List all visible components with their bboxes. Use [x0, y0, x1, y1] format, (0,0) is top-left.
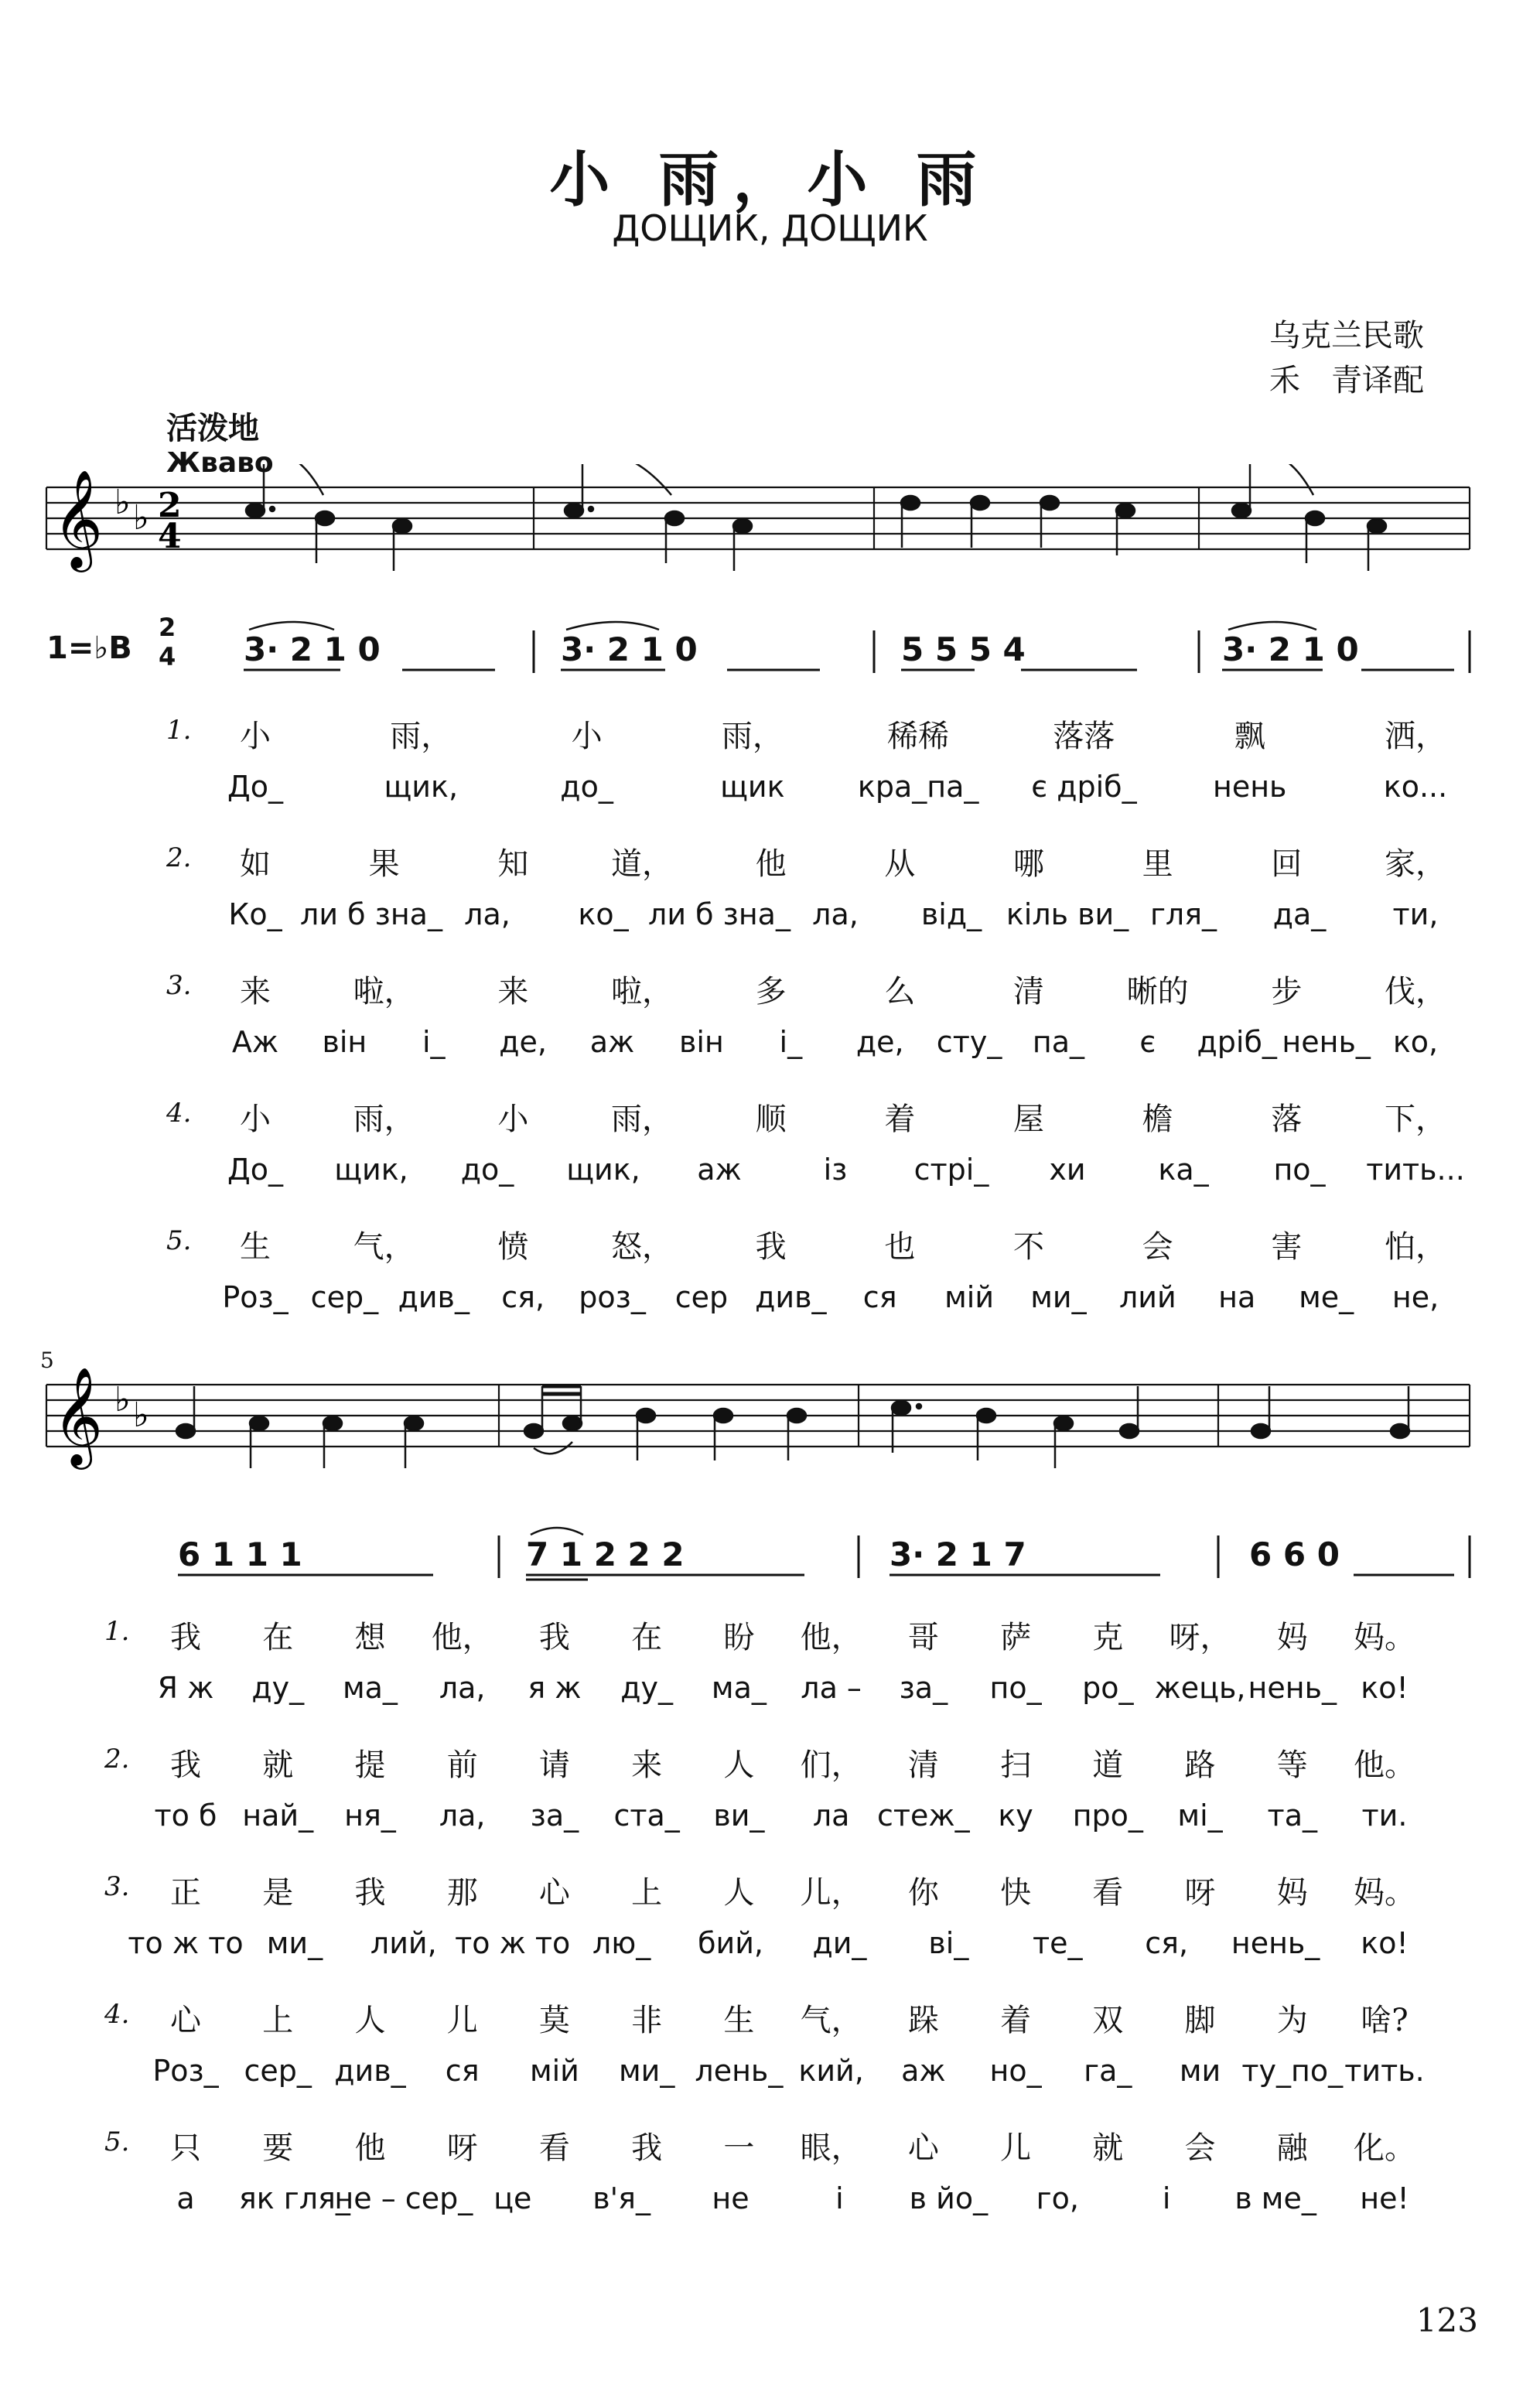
- lyric-syllable: ми_: [266, 1926, 323, 1960]
- lyric-syllable: не: [712, 2181, 750, 2215]
- lyric-syllable: кий,: [798, 2054, 864, 2088]
- lyric-syllable: 呀: [446, 2130, 478, 2166]
- lyric-syllable: 步: [1271, 974, 1303, 1009]
- lyric-syllable: мі_: [1177, 1798, 1223, 1833]
- verse-number: 2.: [166, 842, 192, 873]
- verse-number: 3.: [104, 1871, 130, 1902]
- lyric-syllable: ко!: [1361, 1926, 1409, 1960]
- lyric-syllable: на: [1218, 1280, 1256, 1314]
- lyric-syllable: до_: [560, 770, 613, 804]
- lyric-syllable: по_: [989, 1671, 1042, 1705]
- lyric-syllable: лий,: [370, 1926, 437, 1960]
- jianpu-measure-2: 3· 2 1 0: [561, 630, 698, 668]
- lyric-syllable: да_: [1272, 897, 1327, 931]
- lyric-syllable: щик: [720, 770, 785, 804]
- jianpu-measure-5: 6 1 1 1: [178, 1535, 302, 1573]
- lyric-syllable: ми_: [1030, 1280, 1087, 1314]
- lyric-syllable: 那: [446, 1875, 478, 1911]
- lyric-syllable: Аж: [231, 1025, 279, 1059]
- lyric-syllable: 在: [262, 1620, 294, 1655]
- lyric-syllable: жець,: [1154, 1671, 1246, 1705]
- lyric-syllable: стеж_: [877, 1798, 970, 1833]
- lyric-syllable: і: [835, 2181, 844, 2215]
- lyric-syllable: ла,: [439, 1798, 486, 1833]
- page-number: 123: [1415, 2301, 1478, 2339]
- lyric-syllable: 等: [1276, 1747, 1308, 1783]
- lyric-syllable: 啦，: [353, 974, 415, 1009]
- measure-number: 5: [40, 1348, 54, 1373]
- svg-text:♭: ♭: [133, 498, 149, 538]
- lyric-syllable: 请: [538, 1747, 570, 1783]
- lyric-syllable: гля_: [1149, 897, 1217, 931]
- lyric-syllable: ро_: [1082, 1671, 1134, 1705]
- lyric-syllable: 果: [368, 846, 400, 882]
- lyric-syllable: 生: [240, 1229, 271, 1265]
- jianpu-barlines: [0, 619, 1540, 688]
- lyric-syllable: і_: [422, 1025, 446, 1059]
- jianpu-barlines-2: [0, 1524, 1540, 1594]
- lyric-syllable: но_: [989, 2054, 1042, 2088]
- lyric-syllable: нень_: [1231, 1926, 1320, 1960]
- lyric-syllable: ла: [812, 1798, 850, 1833]
- lyric-syllable: в йо_: [909, 2181, 989, 2215]
- key-signature: 1=♭B: [46, 630, 132, 666]
- lyric-syllable: 盼: [723, 1620, 755, 1655]
- lyric-syllable: 啥?: [1361, 2003, 1409, 2038]
- lyric-syllable: 哥: [907, 1620, 939, 1655]
- lyric-syllable: 在: [631, 1620, 663, 1655]
- lyric-syllable: 只: [170, 2130, 201, 2166]
- lyric-syllable: ту_по_: [1241, 2054, 1344, 2088]
- lyric-syllable: ся: [445, 2054, 480, 2088]
- lyric-syllable: 会: [1184, 2130, 1216, 2166]
- lyric-syllable: 害: [1271, 1229, 1303, 1265]
- verse-number: 5.: [166, 1225, 192, 1256]
- flat-icon: ♭: [114, 483, 131, 522]
- lyric-syllable: сер: [674, 1280, 729, 1314]
- lyric-syllable: ми_: [618, 2054, 675, 2088]
- lyric-syllable: Ко_: [228, 897, 282, 931]
- lyric-syllable: 扫: [1000, 1747, 1032, 1783]
- lyric-syllable: Роз_: [152, 2054, 219, 2088]
- lyric-syllable: до_: [460, 1153, 514, 1187]
- lyric-syllable: 正: [170, 1875, 201, 1911]
- lyric-syllable: це: [493, 2181, 532, 2215]
- lyric-syllable: 儿: [446, 2003, 478, 2038]
- lyric-syllable: 妈: [1276, 1875, 1308, 1911]
- lyric-syllable: сту_: [936, 1025, 1002, 1059]
- lyric-syllable: 提: [354, 1747, 386, 1783]
- lyric-syllable: ла,: [439, 1671, 486, 1705]
- lyric-syllable: лий: [1119, 1280, 1176, 1314]
- lyric-syllable: 道: [1092, 1747, 1124, 1783]
- lyric-syllable: До_: [227, 770, 283, 804]
- lyric-syllable: див_: [334, 2054, 406, 2088]
- lyric-syllable: ла,: [812, 897, 859, 931]
- lyric-syllable: із: [823, 1153, 848, 1187]
- lyric-syllable: 小: [571, 719, 603, 754]
- lyric-syllable: 是: [262, 1875, 294, 1911]
- jianpu-measure-3: 5 5 5 4: [901, 630, 1026, 668]
- lyric-syllable: ми: [1179, 2054, 1221, 2088]
- lyric-syllable: щик,: [384, 770, 459, 804]
- lyric-syllable: 我: [755, 1229, 787, 1265]
- lyric-syllable: 小: [497, 1102, 529, 1137]
- lyric-syllable: ся,: [501, 1280, 545, 1314]
- lyric-syllable: то ж то: [128, 1926, 244, 1960]
- time-bottom: 4: [159, 642, 176, 671]
- lyric-syllable: 着: [1000, 2003, 1032, 2038]
- lyric-syllable: 里: [1142, 846, 1173, 882]
- lyric-syllable: 雨，: [611, 1102, 673, 1137]
- lyric-syllable: кіль ви_: [1006, 897, 1129, 931]
- lyric-syllable: по_: [1273, 1153, 1326, 1187]
- lyric-syllable: ти,: [1392, 897, 1439, 931]
- lyric-syllable: та_: [1267, 1798, 1317, 1833]
- lyric-syllable: щик,: [566, 1153, 640, 1187]
- lyric-syllable: 顺: [755, 1102, 787, 1137]
- origin-credit: 乌克兰民歌: [1269, 318, 1424, 354]
- lyric-syllable: стрі_: [913, 1153, 989, 1187]
- lyric-syllable: 他，: [800, 1620, 862, 1655]
- lyric-syllable: 我: [354, 1875, 386, 1911]
- lyric-syllable: ли б зна_: [300, 897, 442, 931]
- lyric-syllable: 道，: [611, 846, 673, 882]
- lyric-syllable: 我: [170, 1747, 201, 1783]
- lyric-syllable: роз_: [579, 1280, 646, 1314]
- lyric-syllable: не!: [1360, 2181, 1409, 2215]
- lyric-syllable: 我: [170, 1620, 201, 1655]
- lyric-syllable: 来: [631, 1747, 663, 1783]
- lyric-syllable: 妈。: [1354, 1620, 1415, 1655]
- lyric-syllable: див_: [398, 1280, 470, 1314]
- lyric-syllable: нень_: [1248, 1671, 1337, 1705]
- lyric-syllable: хи: [1049, 1153, 1086, 1187]
- lyric-syllable: 就: [1092, 2130, 1124, 2166]
- lyric-syllable: 双: [1092, 2003, 1124, 2038]
- lyric-syllable: най_: [242, 1798, 314, 1833]
- verse-number: 2.: [104, 1744, 130, 1775]
- lyric-syllable: ві_: [928, 1926, 969, 1960]
- lyric-syllable: 怕，: [1385, 1229, 1446, 1265]
- jianpu-measure-6: 7 1 2 2 2: [526, 1535, 685, 1573]
- lyric-syllable: 为: [1276, 2003, 1308, 2038]
- lyric-syllable: 洒，: [1385, 719, 1446, 754]
- lyric-syllable: 化。: [1354, 2130, 1415, 2166]
- lyric-syllable: 呀，: [1169, 1620, 1231, 1655]
- treble-clef-icon: 𝄞: [53, 469, 104, 568]
- lyric-syllable: то ж то: [455, 1926, 571, 1960]
- lyric-syllable: 落: [1271, 1102, 1303, 1137]
- lyric-syllable: сер_: [244, 2054, 312, 2088]
- verse-number: 4.: [166, 1098, 192, 1129]
- staff-system-1: [0, 464, 1540, 588]
- lyric-syllable: Роз_: [222, 1280, 289, 1314]
- lyric-syllable: 清: [1013, 974, 1044, 1009]
- time-top: 2: [159, 613, 176, 642]
- lyric-syllable: 克: [1092, 1620, 1124, 1655]
- lyric-syllable: 啦，: [611, 974, 673, 1009]
- lyric-syllable: 妈: [1276, 1620, 1308, 1655]
- lyric-syllable: лю_: [592, 1926, 651, 1960]
- lyric-syllable: 儿，: [800, 1875, 862, 1911]
- lyric-syllable: ка_: [1158, 1153, 1209, 1187]
- lyric-syllable: мій: [944, 1280, 995, 1314]
- lyric-syllable: тить...: [1366, 1153, 1465, 1187]
- lyric-syllable: ко...: [1383, 770, 1448, 804]
- lyric-syllable: 上: [262, 2003, 294, 2038]
- lyric-syllable: 要: [262, 2130, 294, 2166]
- lyric-syllable: 萨: [1000, 1620, 1032, 1655]
- lyric-syllable: не,: [1391, 1280, 1439, 1314]
- lyric-syllable: від_: [920, 897, 982, 931]
- lyric-syllable: 莫: [538, 2003, 570, 2038]
- lyric-syllable: нень: [1212, 770, 1287, 804]
- lyric-syllable: то б: [154, 1798, 217, 1833]
- lyric-syllable: 多: [755, 974, 787, 1009]
- lyric-syllable: ко!: [1361, 1671, 1409, 1705]
- lyric-syllable: 哪: [1013, 846, 1044, 882]
- lyric-syllable: в ме_: [1234, 2181, 1316, 2215]
- staff-system-2: [0, 1361, 1540, 1485]
- lyric-syllable: 看: [538, 2130, 570, 2166]
- lyric-syllable: дріб_: [1197, 1025, 1277, 1059]
- lyric-syllable: 脚: [1184, 2003, 1216, 2038]
- tempo-marking-zh: 活泼地: [166, 411, 259, 446]
- tempo-marking-ua: Жваво: [166, 447, 274, 479]
- lyric-syllable: ду_: [620, 1671, 674, 1705]
- lyric-syllable: 生: [723, 2003, 755, 2038]
- lyric-syllable: щик,: [334, 1153, 408, 1187]
- lyric-syllable: ла –: [801, 1671, 862, 1705]
- lyric-syllable: 我: [631, 2130, 663, 2166]
- lyric-syllable: 他，: [431, 1620, 493, 1655]
- lyric-syllable: ди_: [812, 1926, 867, 1960]
- lyric-syllable: 来: [497, 974, 529, 1009]
- jianpu-measure-4: 3· 2 1 0: [1222, 630, 1359, 668]
- lyric-syllable: 清: [907, 1747, 939, 1783]
- lyric-syllable: 上: [631, 1875, 663, 1911]
- lyric-syllable: 我: [538, 1620, 570, 1655]
- verse-number: 1.: [166, 715, 192, 746]
- translator-credit: 禾 青译配: [1269, 363, 1424, 398]
- lyric-syllable: ма_: [342, 1671, 398, 1705]
- jianpu-measure-8: 6 6 0: [1249, 1535, 1340, 1573]
- lyric-syllable: аж: [697, 1153, 742, 1187]
- svg-text:𝄞: 𝄞: [53, 1366, 104, 1465]
- lyric-syllable: 心: [170, 2003, 201, 2038]
- lyric-syllable: є: [1139, 1025, 1156, 1059]
- lyric-syllable: за_: [899, 1671, 948, 1705]
- verse-number: 4.: [104, 1999, 130, 2030]
- lyric-syllable: ко_: [578, 897, 629, 931]
- lyric-syllable: 他: [354, 2130, 386, 2166]
- lyric-syllable: лень_: [695, 2054, 784, 2088]
- lyric-syllable: 人: [723, 1747, 755, 1783]
- lyric-syllable: 呀: [1184, 1875, 1216, 1911]
- lyric-syllable: мій: [529, 2054, 579, 2088]
- lyric-syllable: 心: [538, 1875, 570, 1911]
- lyric-syllable: є дріб_: [1031, 770, 1137, 804]
- lyric-syllable: ку: [998, 1798, 1033, 1833]
- lyric-syllable: ня_: [344, 1798, 396, 1833]
- lyric-syllable: те_: [1033, 1926, 1083, 1960]
- lyric-syllable: тить.: [1344, 2054, 1425, 2088]
- lyric-syllable: 么: [884, 974, 916, 1009]
- svg-text:4: 4: [158, 517, 182, 556]
- page-title: 小 雨，小 雨: [549, 145, 991, 215]
- lyric-syllable: він: [322, 1025, 367, 1059]
- lyric-syllable: ме_: [1299, 1280, 1354, 1314]
- lyric-syllable: 人: [723, 1875, 755, 1911]
- lyric-syllable: про_: [1072, 1798, 1143, 1833]
- lyric-syllable: де,: [499, 1025, 548, 1059]
- lyric-syllable: кра_па_: [857, 770, 979, 804]
- lyric-syllable: 们，: [800, 1747, 862, 1783]
- lyric-syllable: як гля_: [238, 2181, 350, 2215]
- lyric-syllable: 非: [631, 2003, 663, 2038]
- lyric-syllable: 会: [1142, 1229, 1173, 1265]
- lyric-syllable: 愤: [497, 1229, 529, 1265]
- lyric-syllable: 心: [907, 2130, 939, 2166]
- lyric-syllable: ви_: [713, 1798, 765, 1833]
- lyric-syllable: 知: [497, 846, 529, 882]
- lyric-syllable: він: [679, 1025, 724, 1059]
- lyric-syllable: 人: [354, 2003, 386, 2038]
- lyric-syllable: 一: [723, 2130, 755, 2166]
- lyric-syllable: 稀稀: [887, 719, 950, 754]
- verse-number: 1.: [104, 1616, 130, 1647]
- lyric-syllable: Я ж: [157, 1671, 214, 1705]
- lyric-syllable: 晰的: [1126, 974, 1189, 1009]
- lyric-syllable: я ж: [528, 1671, 582, 1705]
- lyric-syllable: га_: [1084, 2054, 1132, 2088]
- lyric-syllable: нень_: [1282, 1025, 1371, 1059]
- lyric-syllable: 落落: [1053, 719, 1115, 754]
- lyric-syllable: 也: [884, 1229, 916, 1265]
- lyric-syllable: 从: [884, 846, 916, 882]
- lyric-syllable: ма_: [711, 1671, 767, 1705]
- lyric-syllable: ла,: [464, 897, 510, 931]
- lyric-syllable: де,: [855, 1025, 904, 1059]
- lyric-syllable: і_: [779, 1025, 803, 1059]
- lyric-syllable: 怒，: [611, 1229, 673, 1265]
- lyric-syllable: 路: [1184, 1747, 1216, 1783]
- lyric-syllable: 儿: [1000, 2130, 1032, 2166]
- verse-number: 5.: [104, 2126, 130, 2157]
- lyric-syllable: а: [176, 2181, 195, 2215]
- lyric-syllable: 雨，: [390, 719, 452, 754]
- lyric-syllable: 你: [907, 1875, 939, 1911]
- lyric-syllable: 就: [262, 1747, 294, 1783]
- lyric-syllable: 着: [884, 1102, 916, 1137]
- lyric-syllable: сер_: [310, 1280, 379, 1314]
- lyric-syllable: бий,: [698, 1926, 763, 1960]
- lyric-syllable: 来: [240, 974, 271, 1009]
- svg-text:♭: ♭: [114, 1380, 131, 1419]
- lyric-syllable: ду_: [251, 1671, 305, 1705]
- lyric-syllable: 前: [446, 1747, 478, 1783]
- lyric-syllable: і: [1162, 2181, 1171, 2215]
- svg-text:2: 2: [158, 486, 182, 525]
- lyric-syllable: 下，: [1385, 1102, 1446, 1137]
- lyric-syllable: ся: [862, 1280, 897, 1314]
- lyric-syllable: ся,: [1145, 1926, 1189, 1960]
- lyric-syllable: 他。: [1354, 1747, 1415, 1783]
- lyric-syllable: 快: [1000, 1875, 1032, 1911]
- verse-number: 3.: [166, 970, 192, 1001]
- lyric-syllable: 如: [240, 846, 271, 882]
- lyric-syllable: аж: [589, 1025, 635, 1059]
- lyric-syllable: го,: [1036, 2181, 1079, 2215]
- page-subtitle: ДОЩИК, ДОЩИК: [612, 207, 928, 249]
- lyric-syllable: 跺: [907, 2003, 939, 2038]
- lyric-syllable: 他: [755, 846, 787, 882]
- lyric-syllable: 气，: [353, 1229, 415, 1265]
- lyric-syllable: 看: [1092, 1875, 1124, 1911]
- lyric-syllable: 檐: [1142, 1102, 1173, 1137]
- lyric-syllable: аж: [901, 2054, 946, 2088]
- lyric-syllable: 想: [354, 1620, 386, 1655]
- lyric-syllable: ко,: [1392, 1025, 1439, 1059]
- lyric-syllable: 家，: [1385, 846, 1446, 882]
- lyric-syllable: за_: [530, 1798, 579, 1833]
- lyric-syllable: 回: [1271, 846, 1303, 882]
- lyric-syllable: 飘: [1234, 719, 1265, 754]
- lyric-syllable: 小: [240, 719, 271, 754]
- lyric-syllable: 屋: [1013, 1102, 1044, 1137]
- lyric-syllable: 雨，: [721, 719, 784, 754]
- lyric-syllable: 不: [1013, 1229, 1044, 1265]
- lyric-syllable: 气，: [800, 2003, 862, 2038]
- lyric-syllable: 妈。: [1354, 1875, 1415, 1911]
- lyric-syllable: ли б зна_: [648, 897, 790, 931]
- jianpu-measure-7: 3· 2 1 7: [890, 1535, 1026, 1573]
- lyric-syllable: 融: [1276, 2130, 1308, 2166]
- lyric-syllable: не – сер_: [334, 2181, 473, 2215]
- lyric-syllable: 雨，: [353, 1102, 415, 1137]
- lyric-syllable: 伐，: [1385, 974, 1446, 1009]
- lyric-syllable: па_: [1032, 1025, 1085, 1059]
- lyric-syllable: в'я_: [592, 2181, 650, 2215]
- jianpu-measure-1: 3· 2 1 0: [244, 630, 381, 668]
- lyric-syllable: ста_: [613, 1798, 680, 1833]
- lyric-syllable: ти.: [1361, 1798, 1408, 1833]
- svg-text:♭: ♭: [133, 1395, 149, 1435]
- lyric-syllable: 小: [240, 1102, 271, 1137]
- lyric-syllable: 眼，: [800, 2130, 862, 2166]
- lyric-syllable: До_: [227, 1153, 283, 1187]
- lyric-syllable: див_: [755, 1280, 827, 1314]
